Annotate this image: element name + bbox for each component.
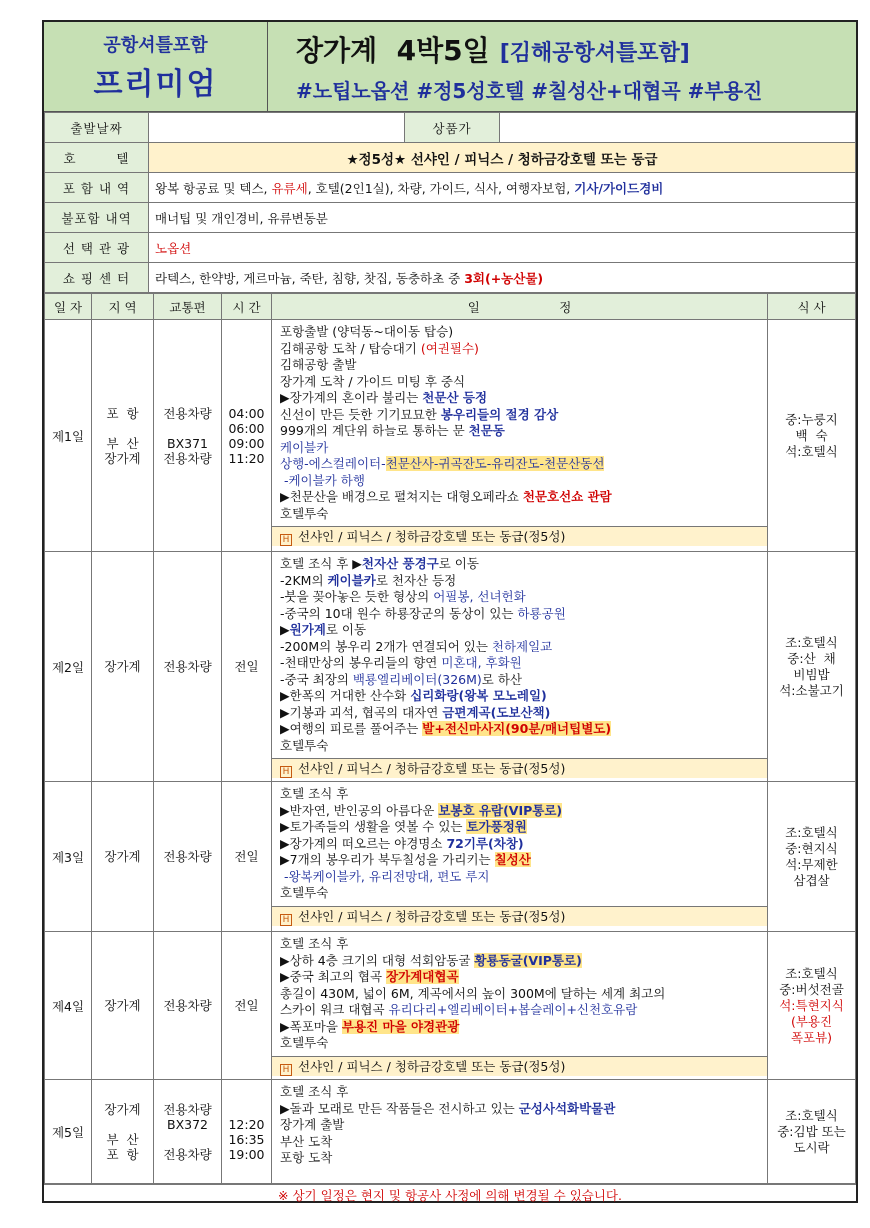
product-tags: #노팁노옵션 #정5성호텔 #칠성산+대협곡 #부용진 (296, 79, 763, 103)
schedule-text: ▶여행의 피로를 풀어주는 (280, 721, 423, 736)
day-label: 제3일 (45, 782, 92, 932)
area-item: 포 항 (106, 1146, 139, 1162)
schedule-text: -2KM의 (280, 572, 328, 588)
transport-item: 전용차량 (163, 405, 212, 421)
schedule-text: 어필봉, 선녀헌화 (433, 589, 526, 604)
meal-list (768, 635, 855, 699)
day-label: 제5일 (45, 1080, 92, 1184)
schedule-text: ▶장가계의 혼이라 불리는 (280, 390, 423, 405)
col-transport: 교통편 (154, 294, 222, 320)
schedule-line (280, 1117, 761, 1134)
shopping-text: 라텍스, 한약방, 게르마늄, 죽탄, 침향, 찻집, 동충하초 중 (155, 270, 465, 286)
meal-cell (768, 782, 856, 932)
schedule-line (280, 803, 761, 820)
schedule-row (45, 782, 856, 932)
schedule-row (45, 932, 856, 1080)
header-title-block (268, 22, 856, 111)
col-day: 일 자 (45, 294, 92, 320)
meal-item: 삼겹살 (793, 872, 830, 888)
schedule-text: 신선이 만든 듯한 기기묘묘한 (280, 406, 441, 422)
schedule-text: ▶중국 최고의 협곡 (280, 969, 387, 984)
schedule-row (45, 1080, 856, 1184)
schedule-text: 총길이 430M, 넓이 6M, 계곡에서의 높이 300M에 달하는 세계 최고의 (280, 985, 666, 1001)
header-brand (44, 22, 268, 111)
hotel-line (272, 758, 767, 778)
meal-list (768, 412, 855, 460)
info-row-option (45, 233, 856, 263)
area-item: 장가계 (104, 659, 141, 674)
schedule-text: 로 이동 (438, 556, 479, 571)
meal-item: 도시락 (793, 1139, 830, 1155)
schedule-text: 천하제일교 (491, 638, 553, 654)
schedule-text: -200M의 봉우리 2개가 연결되어 있는 (280, 638, 492, 654)
time-cell (222, 1080, 272, 1184)
schedule-line (280, 456, 761, 473)
schedule-lines (272, 320, 767, 546)
hotel-line-text: 선샤인 / 피닉스 / 청하금강호텔 또는 동급(정5성) (298, 1058, 566, 1074)
schedule-text: 발+전신마사지(90분/매너팁별도) (422, 721, 612, 736)
schedule-line (280, 655, 761, 672)
include-guide-fee: 기사/가이드경비 (574, 180, 664, 196)
schedule-text: 호텔투숙 (280, 885, 329, 900)
transport-item-list (154, 994, 221, 1017)
time-item: 11:20 (228, 450, 265, 466)
brand-title: 프리미엄 (93, 66, 218, 102)
meal-cell (768, 932, 856, 1080)
meal-item: 중:산 채 (787, 650, 836, 666)
schedule-line (280, 969, 761, 986)
schedule-text: 로 천자산 등정 (375, 572, 457, 588)
day-label: 제2일 (45, 552, 92, 782)
schedule-line (280, 374, 761, 391)
schedule-cell (272, 1080, 768, 1184)
area-cell (92, 552, 154, 782)
schedule-text: 천문호선쇼 관람 (522, 489, 612, 504)
meal-item: 조:호텔식 (785, 1107, 838, 1123)
shopping-label: 쇼 핑 센 터 (45, 263, 149, 293)
schedule-line (280, 357, 761, 374)
transport-cell (154, 1080, 222, 1184)
col-time: 시 간 (222, 294, 272, 320)
schedule-text: 십리화랑(왕복 모노레일) (410, 688, 547, 703)
schedule-line (280, 1101, 761, 1118)
col-schedule: 일 정 (272, 294, 768, 320)
transport-item-list (154, 655, 221, 678)
time-item-list (222, 655, 271, 678)
day-label: 제4일 (45, 932, 92, 1080)
schedule-text: 장가계대협곡 (386, 969, 459, 984)
meal-item: 중:버섯전골 (779, 981, 844, 997)
schedule-line (280, 423, 761, 440)
schedule-text: 보봉호 유람(VIP통로) (438, 802, 563, 818)
transport-item: BX372 (167, 1116, 208, 1132)
hotel-icon: H (280, 534, 292, 546)
schedule-line (280, 622, 761, 639)
meal-item: 석:소불고기 (779, 682, 844, 698)
schedule-line (280, 606, 761, 623)
schedule-line (280, 885, 761, 902)
price-label: 상품가 (405, 113, 500, 143)
schedule-text: -붓을 꽂아놓은 듯한 형상의 (280, 589, 434, 604)
schedule-text: -천태만상의 봉우리들의 향연 (280, 655, 442, 670)
area-cell (92, 1080, 154, 1184)
schedule-text: 미혼대, 후화원 (441, 655, 522, 670)
schedule-text: ▶장가계의 떠오르는 야경명소 (280, 835, 447, 851)
schedule-text: -중국 최장의 (280, 671, 353, 687)
schedule-text: 999개의 계단위 하늘로 통하는 문 (280, 423, 469, 438)
schedule-text: 호텔투숙 (280, 737, 329, 753)
schedule-line (280, 506, 761, 523)
time-cell (222, 932, 272, 1080)
schedule-text: 호텔 조식 후 ▶ (280, 556, 362, 571)
transport-item-list (154, 402, 221, 470)
area-item: 포 항 (106, 405, 139, 421)
schedule-text: 장가계 도착 / 가이드 미팅 후 중식 (280, 373, 466, 389)
meal-list (768, 1108, 855, 1156)
info-row-exclude (45, 203, 856, 233)
schedule-text: ▶기봉과 괴석, 협곡의 대자연 (280, 704, 443, 720)
schedule-text: 72기루(차창) (446, 835, 524, 851)
schedule-lines (272, 782, 767, 926)
schedule-line (280, 738, 761, 755)
schedule-text: 호텔 조식 후 (280, 786, 349, 801)
schedule-lines (272, 1080, 767, 1167)
schedule-line (280, 589, 761, 606)
schedule-text: 장가계 출발 (280, 1117, 345, 1132)
footer-notice: ※ 상기 일정은 현지 및 항공사 사정에 의해 변경될 수 있습니다. (44, 1184, 856, 1206)
time-item: 12:20 (228, 1116, 265, 1132)
schedule-text: 금편계곡(도보산책) (442, 704, 551, 720)
schedule-text: 스카이 워크 대협곡 (280, 1002, 389, 1017)
meal-list (768, 825, 855, 889)
info-table (44, 112, 856, 293)
schedule-line (280, 1084, 761, 1101)
day-label: 제1일 (45, 320, 92, 552)
time-item-list (222, 402, 271, 470)
time-item: 전일 (234, 998, 259, 1013)
schedule-text: ▶상하 4층 크기의 대형 석회암동굴 (280, 952, 475, 968)
transport-item-list (154, 845, 221, 868)
time-item-list (222, 845, 271, 868)
hotel-line (272, 526, 767, 546)
area-item: 부 산 (106, 1131, 139, 1147)
area-item-list (92, 655, 153, 678)
depart-label: 출발날짜 (45, 113, 149, 143)
schedule-text: 상행-에스컬레이터- (280, 456, 386, 471)
area-item-list (92, 1098, 153, 1166)
schedule-text: ▶폭포마을 (280, 1018, 342, 1034)
meal-item: 석:특현지식 (779, 997, 844, 1013)
schedule-text: 천문산 등정 (422, 390, 488, 405)
option-label: 선 택 관 광 (45, 233, 149, 263)
hotel-line-text: 선샤인 / 피닉스 / 청하금강호텔 또는 동급(정5성) (298, 908, 566, 924)
schedule-text: 포항출발 (양덕동~대이동 탑승) (280, 324, 454, 339)
hotel-value: ★정5성★ 선샤인 / 피닉스 / 청하금강호텔 또는 동급 (149, 143, 856, 173)
schedule-text: 호텔 조식 후 (280, 936, 349, 951)
include-text-2: , 호텔(2인1실), 차량, 가이드, 식사, 여행자보험, (307, 180, 575, 196)
schedule-text: 포항 도착 (280, 1150, 333, 1165)
area-cell (92, 320, 154, 552)
meal-cell (768, 320, 856, 552)
col-area: 지 역 (92, 294, 154, 320)
transport-cell (154, 552, 222, 782)
schedule-text: -왕복케이블카, 유리전망대, 편도 루지 (280, 868, 490, 884)
exclude-label: 불포함 내역 (45, 203, 149, 233)
transport-item: 전용차량 (163, 450, 212, 466)
schedule-line (280, 721, 761, 738)
transport-item: 전용차량 (163, 1101, 212, 1117)
schedule-cell (272, 320, 768, 552)
meal-item: 석:무제한 (785, 856, 838, 872)
schedule-text: 하룡공원 (517, 605, 566, 621)
area-item: 부 산 (106, 435, 139, 451)
schedule-text: 호텔투숙 (280, 505, 329, 521)
area-item-list (92, 994, 153, 1017)
schedule-line (280, 1019, 761, 1036)
area-item: 장가계 (104, 450, 141, 466)
schedule-text: ▶토가족들의 생활을 엿볼 수 있는 (280, 819, 467, 834)
transport-item: 전용차량 (163, 998, 212, 1013)
time-item: 19:00 (228, 1146, 265, 1162)
schedule-line (280, 986, 761, 1003)
time-item: 전일 (234, 659, 259, 674)
schedule-line (280, 705, 761, 722)
schedule-line (280, 1035, 761, 1052)
hotel-line (272, 906, 767, 926)
time-cell (222, 552, 272, 782)
schedule-line (280, 489, 761, 506)
meal-cell (768, 1080, 856, 1184)
hotel-icon: H (280, 1064, 292, 1076)
transport-item: 전용차량 (163, 1146, 212, 1162)
schedule-text: 황룡동굴(VIP통로) (474, 952, 582, 968)
time-item: 06:00 (228, 420, 265, 436)
schedule-text: 케이블카 (327, 572, 376, 588)
time-item-list (222, 1098, 271, 1166)
schedule-text: ▶7개의 봉우리가 북두칠성을 가리키는 (280, 852, 495, 867)
time-item: 09:00 (228, 435, 265, 451)
schedule-text: 호텔투숙 (280, 1035, 329, 1050)
schedule-lines (272, 932, 767, 1076)
hotel-label: 호 텔 (45, 143, 149, 173)
schedule-text: (여권필수) (420, 340, 479, 356)
schedule-line (280, 324, 761, 341)
info-row-hotel (45, 143, 856, 173)
schedule-text: 호텔 조식 후 (280, 1084, 349, 1099)
area-cell (92, 782, 154, 932)
schedule-line (280, 556, 761, 573)
transport-item: BX371 (167, 435, 208, 451)
schedule-line (280, 1134, 761, 1151)
time-item-list (222, 994, 271, 1017)
area-item: 장가계 (104, 1101, 141, 1117)
transport-cell (154, 320, 222, 552)
schedule-text: 김해공항 출발 (280, 357, 357, 372)
exclude-value: 매너팁 및 개인경비, 유류변동분 (149, 203, 856, 233)
schedule-text: -중국의 10대 원수 하룡장군의 동상이 있는 (280, 605, 518, 621)
header (44, 22, 856, 112)
meal-item: 조:호텔식 (785, 824, 838, 840)
hotel-icon: H (280, 914, 292, 926)
product-title (296, 29, 856, 69)
time-item: 16:35 (228, 1131, 265, 1147)
include-fuel-tax: 유류세 (271, 180, 308, 196)
schedule-line (280, 819, 761, 836)
schedule-lines (272, 552, 767, 778)
hotel-line-text: 선샤인 / 피닉스 / 청하금강호텔 또는 동급(정5성) (298, 761, 566, 776)
schedule-text: 부용진 마을 야경관광 (341, 1018, 460, 1034)
hotel-line (272, 1056, 767, 1076)
schedule-text: ▶반자연, 반인공의 아름다운 (280, 802, 439, 818)
schedule-text: -케이블카 하행 (280, 472, 365, 488)
depart-value[interactable] (149, 113, 405, 143)
schedule-text: 천문산사-귀곡잔도-유리잔도-천문산동선 (385, 456, 605, 471)
info-row-depart (45, 113, 856, 143)
meal-item: 폭포뷰) (790, 1029, 833, 1045)
schedule-line (280, 639, 761, 656)
brand-subtitle: 공항셔틀포함 (103, 34, 208, 56)
schedule-line (280, 836, 761, 853)
schedule-line (280, 852, 761, 869)
area-cell (92, 932, 154, 1080)
schedule-line (280, 672, 761, 689)
schedule-row (45, 552, 856, 782)
schedule-text: 원가계 (289, 622, 326, 637)
meal-item: 중:김밥 또는 (777, 1123, 846, 1139)
schedule-cell (272, 552, 768, 782)
meal-item: 조:호텔식 (785, 634, 838, 650)
meal-item: 석:호텔식 (785, 443, 838, 459)
schedule-line (280, 573, 761, 590)
schedule-table (44, 293, 856, 1184)
schedule-line (280, 407, 761, 424)
meal-cell (768, 552, 856, 782)
schedule-text: 로 하산 (481, 671, 522, 687)
area-item: 장가계 (104, 998, 141, 1013)
option-value: 노옵션 (149, 233, 856, 263)
transport-item: 전용차량 (163, 849, 212, 864)
include-label: 포 함 내 역 (45, 173, 149, 203)
schedule-text: 군성사석화박물관 (518, 1100, 616, 1116)
product-title-main: 장가계 4박5일 (296, 34, 490, 67)
schedule-row (45, 320, 856, 552)
time-item: 전일 (234, 849, 259, 864)
time-cell (222, 320, 272, 552)
schedule-text: 케이블카 (280, 439, 329, 455)
schedule-text: 로 이동 (325, 622, 367, 637)
meal-item: 백 숙 (795, 427, 828, 443)
meal-item: 중:현지식 (785, 840, 838, 856)
schedule-line (280, 869, 761, 886)
schedule-text: ▶ (280, 622, 290, 637)
schedule-line (280, 953, 761, 970)
schedule-text: 부산 도착 (280, 1133, 333, 1149)
include-value (149, 173, 856, 203)
info-row-shopping (45, 263, 856, 293)
schedule-text: 칠성산 (494, 852, 531, 867)
schedule-line (280, 1002, 761, 1019)
meal-item: 비빔밥 (793, 666, 830, 682)
hotel-line-text: 선샤인 / 피닉스 / 청하금강호텔 또는 동급(정5성) (298, 529, 566, 544)
schedule-text: 백룡엘리베이터(326M) (352, 671, 482, 687)
product-title-bracket: [김해공항셔틀포함] (499, 41, 690, 66)
schedule-header-row (45, 294, 856, 320)
include-text-1: 왕복 항공료 및 텍스, (155, 180, 272, 196)
schedule-line (280, 341, 761, 358)
schedule-line (280, 473, 761, 490)
schedule-text: 천자산 풍경구 (361, 556, 439, 571)
transport-cell (154, 932, 222, 1080)
itinerary-sheet (42, 20, 858, 1203)
schedule-text: ▶한폭의 거대한 산수화 (280, 688, 411, 703)
area-item-list (92, 402, 153, 470)
hotel-icon: H (280, 766, 292, 778)
schedule-line (280, 688, 761, 705)
area-item-list (92, 845, 153, 868)
schedule-text: 김해공항 도착 / 탑승대기 (280, 340, 421, 356)
schedule-text: ▶돌과 모래로 만든 작품들은 전시하고 있는 (280, 1100, 519, 1116)
time-item: 04:00 (228, 405, 265, 421)
price-value[interactable] (500, 113, 856, 143)
transport-item: 전용차량 (163, 659, 212, 674)
schedule-text: ▶천문산을 배경으로 펼쳐지는 대형오페라쇼 (280, 489, 523, 504)
schedule-cell (272, 932, 768, 1080)
schedule-text: 봉우리들의 절경 감상 (440, 406, 559, 422)
schedule-cell (272, 782, 768, 932)
schedule-line (280, 936, 761, 953)
schedule-line (280, 440, 761, 457)
schedule-line (280, 786, 761, 803)
area-item: 장가계 (104, 849, 141, 864)
info-row-include (45, 173, 856, 203)
schedule-text: 토가풍정원 (466, 819, 527, 834)
transport-cell (154, 782, 222, 932)
time-cell (222, 782, 272, 932)
schedule-line (280, 1150, 761, 1167)
meal-item: 조:호텔식 (785, 965, 838, 981)
meal-list (768, 966, 855, 1046)
shopping-count: 3회(+농산물) (464, 270, 544, 286)
schedule-line (280, 390, 761, 407)
schedule-text: 유리다리+엘리베이터+봅슬레이+신천호유람 (388, 1002, 638, 1017)
transport-item-list (154, 1098, 221, 1166)
schedule-body (45, 320, 856, 1184)
meal-item: 중:누룽지 (785, 411, 838, 427)
meal-item: (부용진 (790, 1013, 833, 1029)
shopping-value (149, 263, 856, 293)
schedule-text: 천문동 (468, 423, 505, 438)
col-meal: 식 사 (768, 294, 856, 320)
